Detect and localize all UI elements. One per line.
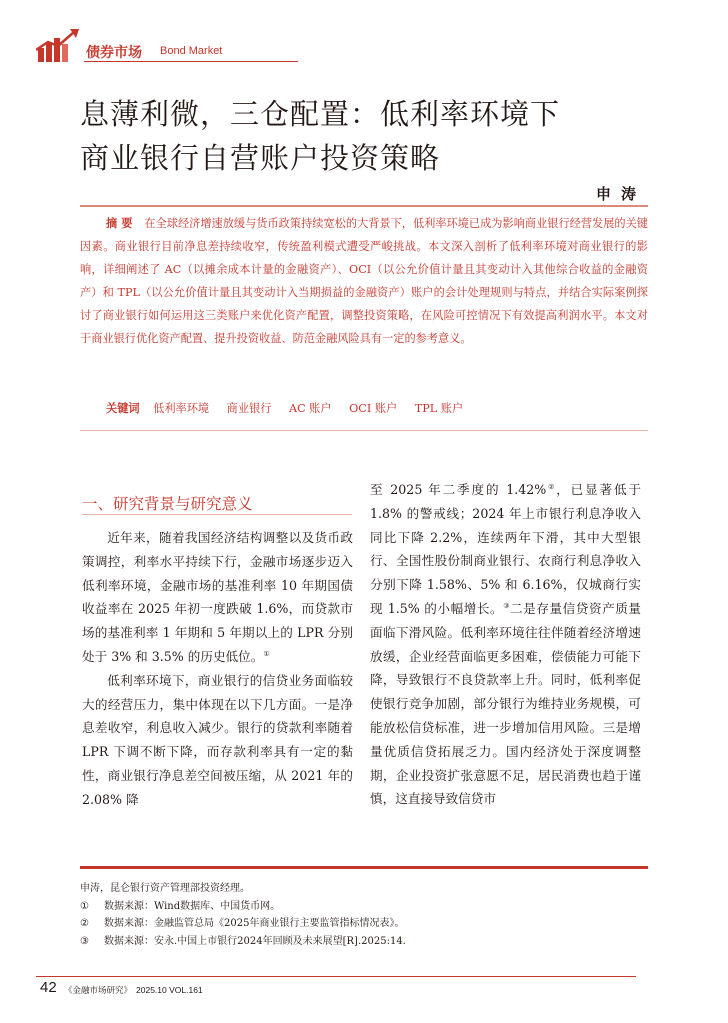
body-paragraph: 低利率环境下，商业银行的信贷业务面临较大的经营压力，集中体现在以下几方面。一是净息差收窄，利息收入减少。银行的贷款利率随着 LPR 下调不断下降，而存款利率具有一定的黏性，商业银行净息差空间被压缩，从 2021 年的 2.08% 降 [82, 672, 353, 807]
title-line: 商业银行自营账户投资策略 [80, 141, 441, 175]
journal-issue: 2025.10 VOL.161 [136, 985, 203, 995]
footnote-ref: ① [263, 649, 270, 658]
footnote-item: ① 数据来源：Wind数据库、中国货币网。 [80, 900, 281, 912]
abstract-divider [80, 430, 648, 431]
article-title [80, 92, 660, 180]
footnote-divider [80, 866, 648, 869]
rising-bar-chart-icon [36, 26, 82, 64]
keywords-label: 关键词 [106, 401, 140, 415]
keywords-line [106, 400, 477, 416]
footnote-item: ② 数据来源：金融监管总局《2025年商业银行主要监管指标情况表》。 [80, 918, 405, 929]
body-column-right [370, 478, 641, 811]
abstract-text: 在全球经济增速放缓与货币政策持续宽松的大背景下，低利率环境已成为影响商业银行经营发展的关键因素。商业银行目前净息差持续收窄，传统盈利模式遭受严峻挑战。本文深入剖析了低利率环境对商业银行的影响，详细阐述了 AC（以摊余成本计量的金融资产）、OCI（以公允价值计量且其变动计入其他综合收益的金融资产）和 TPL（以公允价值计量且其变动计入当期损益的金融资产）账户的会计处理规则与特点，并结合实际案例探讨了商业银行如何运用这三类账户来优化资产配置，调整投资策略，在风险可控情况下有效提高利润水平。本文对于商业银行优化资产配置、提升投资收益、防范金融风险具有一定的参考意义。 [80, 217, 648, 345]
heading-underline [82, 514, 352, 515]
abstract-block [80, 212, 648, 350]
author-divider [80, 205, 648, 207]
body-paragraph: 近年来，随着我国经济结构调整以及货币政策调控，利率水平持续下行，金融市场逐步迈入低利率环境，金融市场的基准利率 10 年期国债收益率在 2025 年初一度跌破 1.6%，而贷款市场的基准利率 1 年期和 5 年期以上的 LPR 分别处于 3% 和 3.5% 的历史低位。① [82, 530, 353, 664]
body-paragraph: 至 2025 年二季度的 1.42%②，已显著低于 1.8% 的警戒线；2024 年上市银行利息净收入同比下降 2.2%，连续两年下滑，其中大型银行、全国性股份制商业银行、农商行利息净收入分别下降 1.58%、5% 和 6.16%，仅城商行实现 1.5% 的小幅增长。③二是存量信贷资产质量面临下滑风险。低利率环境往往伴随着经济增速放缓，企业经营面临更多困难，偿债能力可能下降，导致银行不良贷款率上升。同时，低利率促使银行竞争加剧，部分银行为维持业务规模，可能放松信贷标准，进一步增加信用风险。三是增量优质信贷拓展乏力。国内经济处于深度调整期，企业投资扩张意愿不足，居民消费也趋于谨慎，这直接导致信贷市 [370, 482, 641, 807]
section-header [36, 26, 296, 66]
footer-divider [36, 976, 636, 977]
keyword: AC 账户 [288, 402, 332, 415]
journal-name: 《金融市场研究》 [64, 985, 133, 995]
footnotes [80, 880, 648, 950]
keyword: 低利率环境 [153, 402, 210, 415]
footnote-item: ③ 数据来源：安永.中国上市银行2024年回顾及未来展望[R].2025:14. [80, 935, 406, 947]
footnote-ref: ② [546, 482, 557, 491]
keyword: TPL 账户 [414, 402, 464, 415]
page-number: 42 [40, 979, 57, 996]
section-heading: 一、研究背景与研究意义 [82, 495, 253, 513]
author-name: 申涛 [595, 185, 646, 203]
keyword: OCI 账户 [349, 402, 398, 415]
header-divider [84, 61, 298, 62]
section-name-english: Bond Market [160, 45, 223, 57]
author-note: 申涛，昆仑银行资产管理部投资经理。 [80, 883, 250, 894]
abstract-label: 摘要 [106, 216, 137, 230]
section-name: 债券市场 [86, 45, 142, 61]
body-column-left [82, 526, 353, 812]
footnote-ref: ③ [503, 601, 511, 610]
keyword: 商业银行 [226, 402, 272, 415]
journal-info [64, 984, 207, 996]
title-line: 息薄利微，三仓配置：低利率环境下 [80, 97, 561, 131]
